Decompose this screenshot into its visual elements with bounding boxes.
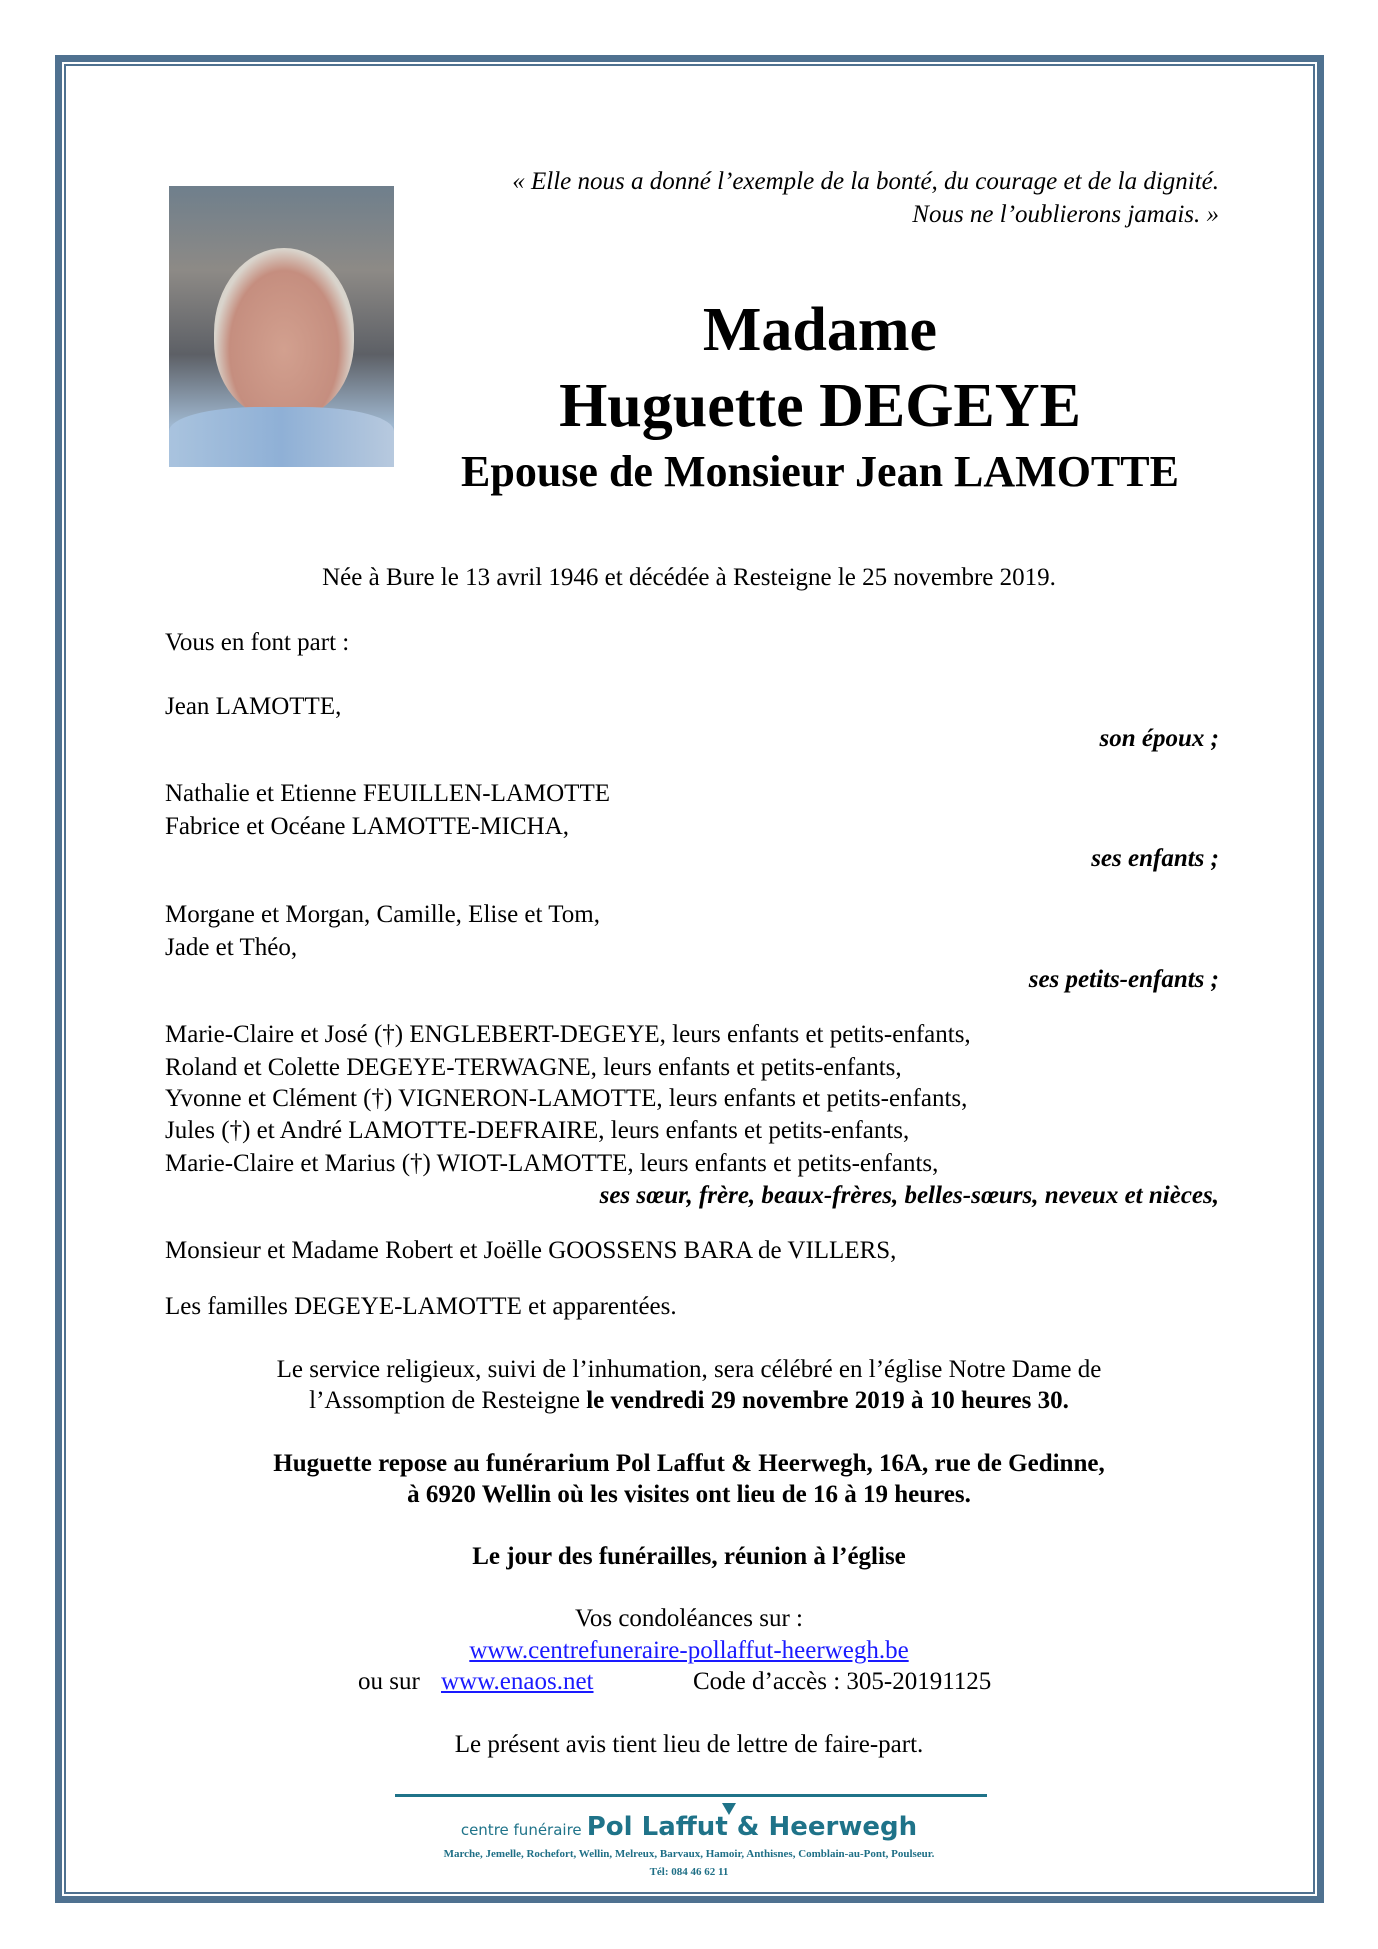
footer-rule <box>395 1794 987 1797</box>
family-relation: ses petits-enfants ; <box>1028 966 1219 993</box>
quote-line-2: Nous ne l’oublierons jamais. » <box>912 201 1219 228</box>
quote-line-1: « Elle nous a donné l’exemple de la bonté, du courage et de la dignité. <box>512 168 1219 195</box>
closing-line: Le présent avis tient lieu de lettre de faire-part. <box>454 1731 924 1758</box>
repose-line-2: à 6920 Wellin où les visites ont lieu de 16 à 19 heures. <box>407 1481 971 1508</box>
family-relation: ses sœur, frère, beaux-frères, belles-sœurs, neveux et nièces, <box>599 1182 1219 1209</box>
family-name: Roland et Colette DEGEYE-TERWAGNE, leurs enfants et petits-enfants, <box>165 1054 902 1081</box>
access-code: Code d’accès : 305-20191125 <box>693 1668 992 1695</box>
footer-towns: Marche, Jemelle, Rochefort, Wellin, Melreux, Barvaux, Hamoir, Anthisnes, Comblain-au-Pont, Poulseur. <box>443 1848 935 1860</box>
condolences-link-enaos[interactable]: www.enaos.net <box>441 1668 594 1695</box>
or-label: ou sur <box>358 1668 420 1695</box>
repose-line-1: Huguette repose au funérarium Pol Laffut & Heerwegh, 16A, rue de Gedinne, <box>273 1450 1105 1477</box>
family-name: Yvonne et Clément (†) VIGNERON-LAMOTTE, leurs enfants et petits-enfants, <box>165 1085 968 1112</box>
deceased-name: Huguette DEGEYE <box>559 372 1081 440</box>
family-name: Morgane et Morgan, Camille, Elise et Tom, <box>165 901 600 928</box>
family-name: Jean LAMOTTE, <box>165 693 342 720</box>
family-name: Fabrice et Océane LAMOTTE-MICHA, <box>165 813 570 840</box>
family-relation: ses enfants ; <box>1091 845 1219 872</box>
service-line-2 <box>0 1385 1378 1417</box>
family-relation: son époux ; <box>1099 725 1219 752</box>
footer-phone: Tél: 084 46 62 11 <box>649 1866 729 1878</box>
spouse-line: Epouse de Monsieur Jean LAMOTTE <box>461 447 1179 496</box>
family-name: Marie-Claire et José (†) ENGLEBERT-DEGEYE, leurs enfants et petits-enfants, <box>165 1021 971 1048</box>
condolences-label: Vos condoléances sur : <box>575 1605 803 1632</box>
family-name: Marie-Claire et Marius (†) WIOT-LAMOTTE, leurs enfants et petits-enfants, <box>165 1150 939 1177</box>
condolences-link-primary[interactable]: www.centrefuneraire-pollaffut-heerwegh.be <box>469 1637 909 1664</box>
family-name: Jade et Théo, <box>165 934 298 961</box>
logo-brand: Pol Laffut & Heerwegh <box>586 1812 918 1842</box>
funeral-home-logo <box>0 1812 1378 1842</box>
service-line-1: Le service religieux, suivi de l’inhumation, sera célébré en l’église Notre Dame de <box>276 1356 1102 1383</box>
service-place: l’Assomption de Resteigne <box>309 1387 587 1414</box>
title-madame: Madame <box>702 296 938 364</box>
other-family: Les familles DEGEYE-LAMOTTE et apparentées. <box>165 1293 677 1320</box>
birth-death-line: Née à Bure le 13 avril 1946 et décédée à Resteigne le 25 novembre 2019. <box>322 564 1056 591</box>
logo-prefix: centre funéraire <box>460 1821 582 1839</box>
meeting-line: Le jour des funérailles, réunion à l’église <box>472 1543 906 1570</box>
service-date: le vendredi 29 novembre 2019 à 10 heures 30. <box>586 1387 1069 1414</box>
family-name: Jules (†) et André LAMOTTE-DEFRAIRE, leurs enfants et petits-enfants, <box>165 1117 910 1144</box>
intro-line: Vous en font part : <box>165 629 350 656</box>
family-name: Nathalie et Etienne FEUILLEN-LAMOTTE <box>165 780 610 807</box>
other-family: Monsieur et Madame Robert et Joëlle GOOSSENS BARA de VILLERS, <box>165 1237 897 1264</box>
